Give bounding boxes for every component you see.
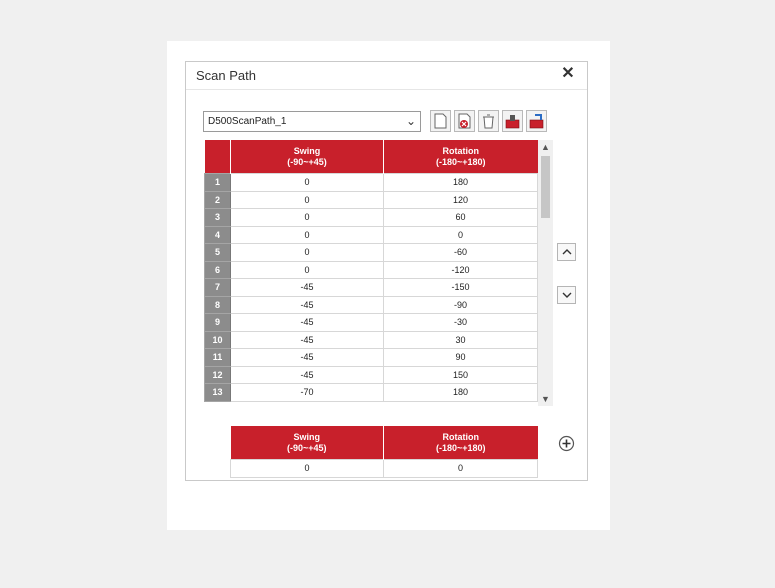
rotation-header-label: Rotation — [442, 145, 479, 156]
row-index-cell: 7 — [205, 279, 231, 297]
rotation-cell[interactable]: -30 — [384, 314, 538, 332]
panel-title: Scan Path — [196, 68, 256, 83]
row-index-cell: 1 — [205, 174, 231, 192]
column-header-rotation[interactable] — [384, 140, 538, 174]
table-row[interactable] — [205, 366, 538, 384]
swing-cell[interactable]: -45 — [231, 331, 384, 349]
chevron-down-icon — [562, 291, 572, 299]
clear-button[interactable] — [478, 110, 499, 132]
rotation-cell[interactable]: -60 — [384, 244, 538, 262]
table-row[interactable] — [205, 296, 538, 314]
swing-cell[interactable]: -45 — [231, 314, 384, 332]
row-index-cell: 11 — [205, 349, 231, 367]
new-file-icon — [433, 113, 448, 129]
new-rotation-header-label: Rotation — [442, 431, 479, 442]
row-index-cell: 2 — [205, 191, 231, 209]
rotation-cell[interactable]: 60 — [384, 209, 538, 227]
row-index-cell: 9 — [205, 314, 231, 332]
swing-cell[interactable]: -45 — [231, 279, 384, 297]
table-header-row — [205, 140, 538, 174]
column-header-swing[interactable] — [231, 140, 384, 174]
swing-cell[interactable]: -70 — [231, 384, 384, 402]
scan-path-table — [204, 140, 538, 406]
new-swing-header-range: (-90~+45) — [286, 442, 327, 453]
add-entry-button[interactable] — [558, 435, 575, 452]
swing-cell[interactable]: 0 — [231, 174, 384, 192]
move-up-button[interactable] — [557, 243, 576, 261]
move-down-button[interactable] — [557, 286, 576, 304]
new-entry-header-swing — [231, 426, 384, 460]
chevron-down-icon: ⌄ — [405, 114, 416, 128]
row-index-cell: 4 — [205, 226, 231, 244]
swing-header-label: Swing — [293, 145, 321, 156]
scan-path-select-value: D500ScanPath_1 — [208, 116, 287, 127]
row-index-cell: 13 — [205, 384, 231, 402]
table-row[interactable] — [205, 209, 538, 227]
rotation-cell[interactable]: -90 — [384, 296, 538, 314]
row-index-cell: 5 — [205, 244, 231, 262]
table-row[interactable] — [205, 384, 538, 402]
rotation-cell[interactable]: 180 — [384, 174, 538, 192]
rotation-header-range: (-180~+180) — [435, 156, 486, 167]
export-button[interactable] — [526, 110, 547, 132]
rotation-cell[interactable]: 150 — [384, 366, 538, 384]
scrollbar-thumb[interactable] — [541, 156, 550, 218]
plus-circle-icon — [558, 435, 575, 452]
table-row[interactable] — [205, 279, 538, 297]
table-row[interactable] — [205, 349, 538, 367]
table-row[interactable] — [205, 174, 538, 192]
rotation-cell[interactable]: 90 — [384, 349, 538, 367]
rotation-cell[interactable]: -150 — [384, 279, 538, 297]
swing-cell[interactable]: 0 — [231, 244, 384, 262]
rotation-cell[interactable]: 30 — [384, 331, 538, 349]
table-row[interactable] — [205, 261, 538, 279]
row-index-cell: 8 — [205, 296, 231, 314]
new-rotation-header-range: (-180~+180) — [435, 442, 486, 453]
new-entry-header-rotation — [384, 426, 538, 460]
swing-cell[interactable]: 0 — [231, 209, 384, 227]
new-entry-header-row — [231, 426, 538, 460]
swing-cell[interactable]: 0 — [231, 226, 384, 244]
delete-file-button[interactable] — [454, 110, 475, 132]
chevron-up-icon — [562, 248, 572, 256]
new-file-button[interactable] — [430, 110, 451, 132]
table-scrollbar[interactable] — [538, 140, 553, 406]
new-rotation-input[interactable]: 0 — [384, 460, 538, 478]
table-row[interactable] — [205, 331, 538, 349]
corner-cell — [205, 140, 231, 174]
row-index-cell: 12 — [205, 366, 231, 384]
scan-path-panel — [185, 61, 588, 481]
import-icon — [505, 113, 520, 129]
swing-cell[interactable]: 0 — [231, 261, 384, 279]
table-row[interactable] — [205, 244, 538, 262]
new-swing-input[interactable]: 0 — [231, 460, 384, 478]
new-entry-row — [231, 460, 538, 478]
row-index-cell: 3 — [205, 209, 231, 227]
rotation-cell[interactable]: 180 — [384, 384, 538, 402]
swing-cell[interactable]: -45 — [231, 296, 384, 314]
new-entry-table — [230, 426, 537, 478]
table-row[interactable] — [205, 226, 538, 244]
rotation-cell[interactable]: 120 — [384, 191, 538, 209]
new-swing-header-label: Swing — [293, 431, 320, 442]
scroll-up-arrow-icon[interactable]: ▲ — [541, 142, 550, 152]
rotation-cell[interactable]: -120 — [384, 261, 538, 279]
table-row[interactable] — [205, 191, 538, 209]
row-index-cell: 6 — [205, 261, 231, 279]
scan-path-select[interactable] — [203, 111, 421, 132]
scroll-down-arrow-icon[interactable]: ▼ — [541, 394, 550, 404]
table-row[interactable] — [205, 314, 538, 332]
swing-cell[interactable]: -45 — [231, 366, 384, 384]
clear-icon — [481, 113, 496, 129]
row-index-cell: 10 — [205, 331, 231, 349]
swing-cell[interactable]: -45 — [231, 349, 384, 367]
close-icon[interactable]: ✕ — [561, 65, 575, 82]
rotation-cell[interactable]: 0 — [384, 226, 538, 244]
swing-header-range: (-90~+45) — [287, 156, 327, 167]
panel-titlebar — [186, 62, 587, 90]
delete-file-icon — [457, 113, 472, 129]
swing-cell[interactable]: 0 — [231, 191, 384, 209]
import-button[interactable] — [502, 110, 523, 132]
export-icon — [529, 113, 544, 129]
